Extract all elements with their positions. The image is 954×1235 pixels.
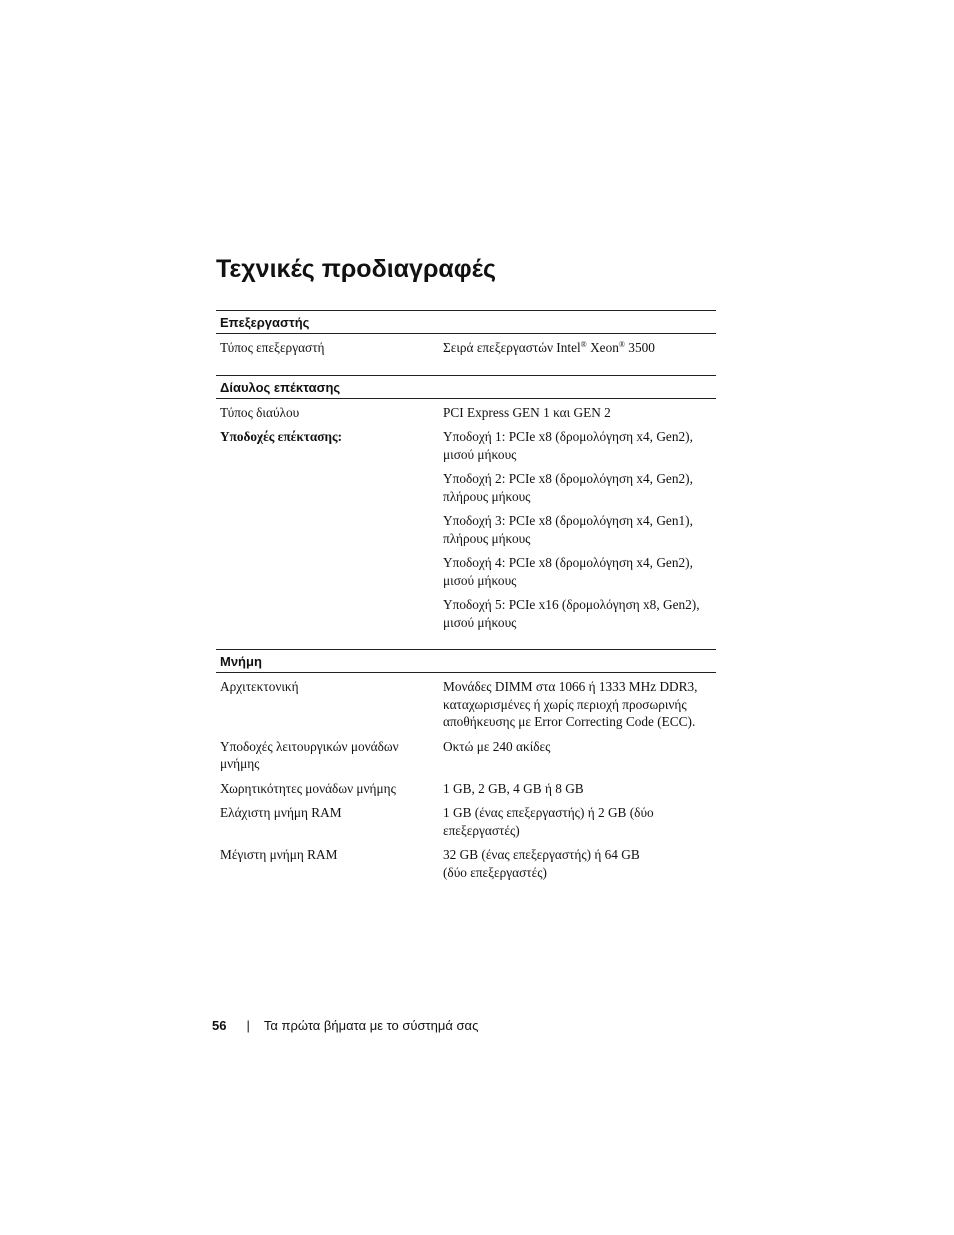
memory-row-value: Μονάδες DIMM στα 1066 ή 1333 MHz DDR3, καταχωρισμένες ή χωρίς περιοχή προσωρινής αποθήκευσης με Error Correcting Code (ECC). — [443, 679, 698, 729]
slot-item: Υποδοχή 5: PCIe x16 (δρομολόγηση x8, Gen2), μισού μήκους — [443, 597, 700, 630]
section-header-expansion-bus: Δίαυλος επέκτασης — [216, 375, 716, 399]
registered-mark: ® — [618, 340, 625, 349]
section-header-processor: Επεξεργαστής — [216, 310, 716, 334]
memory-row-label: Υποδοχές λειτουργικών μονάδων μνήμης — [220, 738, 399, 771]
memory-row-label: Χωρητικότητες μονάδων μνήμης — [220, 780, 396, 796]
slot-item: Υποδοχή 4: PCIe x8 (δρομολόγηση x4, Gen2), μισού μήκους — [443, 555, 693, 588]
processor-type-label: Τύπος επεξεργαστή — [220, 340, 325, 355]
expansion-slots-values — [443, 428, 716, 638]
section-memory — [216, 673, 716, 881]
bus-type-label: Τύπος διαύλου — [220, 404, 300, 420]
section-processor — [216, 334, 716, 357]
memory-row-label: Ελάχιστη μνήμη RAM — [220, 805, 342, 820]
slot-item: Υποδοχή 3: PCIe x8 (δρομολόγηση x4, Gen1), πλήρους μήκους — [443, 513, 693, 546]
table-row — [216, 846, 716, 881]
memory-row-label: Αρχιτεκτονική — [220, 679, 299, 694]
table-row — [216, 738, 716, 773]
table-row — [216, 804, 716, 839]
chapter-title: Τα πρώτα βήματα με το σύστημά σας — [263, 1018, 479, 1033]
registered-mark: ® — [580, 340, 587, 349]
table-row — [216, 678, 716, 731]
page-number: 56 — [212, 1018, 227, 1033]
spec-table — [216, 310, 716, 881]
bus-type-value: PCI Express GEN 1 και GEN 2 — [443, 404, 611, 420]
memory-row-label: Μέγιστη μνήμη RAM — [220, 847, 338, 862]
memory-row-value: Οκτώ με 240 ακίδες — [443, 738, 551, 754]
memory-row-value: 1 GB, 2 GB, 4 GB ή 8 GB — [443, 780, 584, 796]
table-row — [216, 428, 716, 638]
page-title: Τεχνικές προδιαγραφές — [216, 255, 496, 283]
memory-row-value: 32 GB (ένας επεξεργαστής) ή 64 GB (δύο επεξεργαστές) — [443, 847, 640, 880]
expansion-slots-label: Υποδοχές επέκτασης: — [220, 429, 343, 444]
table-row — [216, 780, 716, 798]
slot-item: Υποδοχή 1: PCIe x8 (δρομολόγηση x4, Gen2), μισού μήκους — [443, 429, 693, 462]
slot-item: Υποδοχή 2: PCIe x8 (δρομολόγηση x4, Gen2), πλήρους μήκους — [443, 471, 693, 504]
memory-row-value: 1 GB (ένας επεξεργαστής) ή 2 GB (δύο επεξεργαστές) — [443, 805, 654, 838]
section-header-memory: Μνήμη — [216, 649, 716, 673]
page-footer — [212, 1018, 478, 1033]
footer-separator: | — [246, 1018, 250, 1033]
table-row — [216, 339, 716, 357]
processor-type-value: Σειρά επεξεργαστών Intel® Xeon® 3500 — [443, 340, 655, 355]
table-row — [216, 404, 716, 422]
section-expansion-bus — [216, 399, 716, 639]
